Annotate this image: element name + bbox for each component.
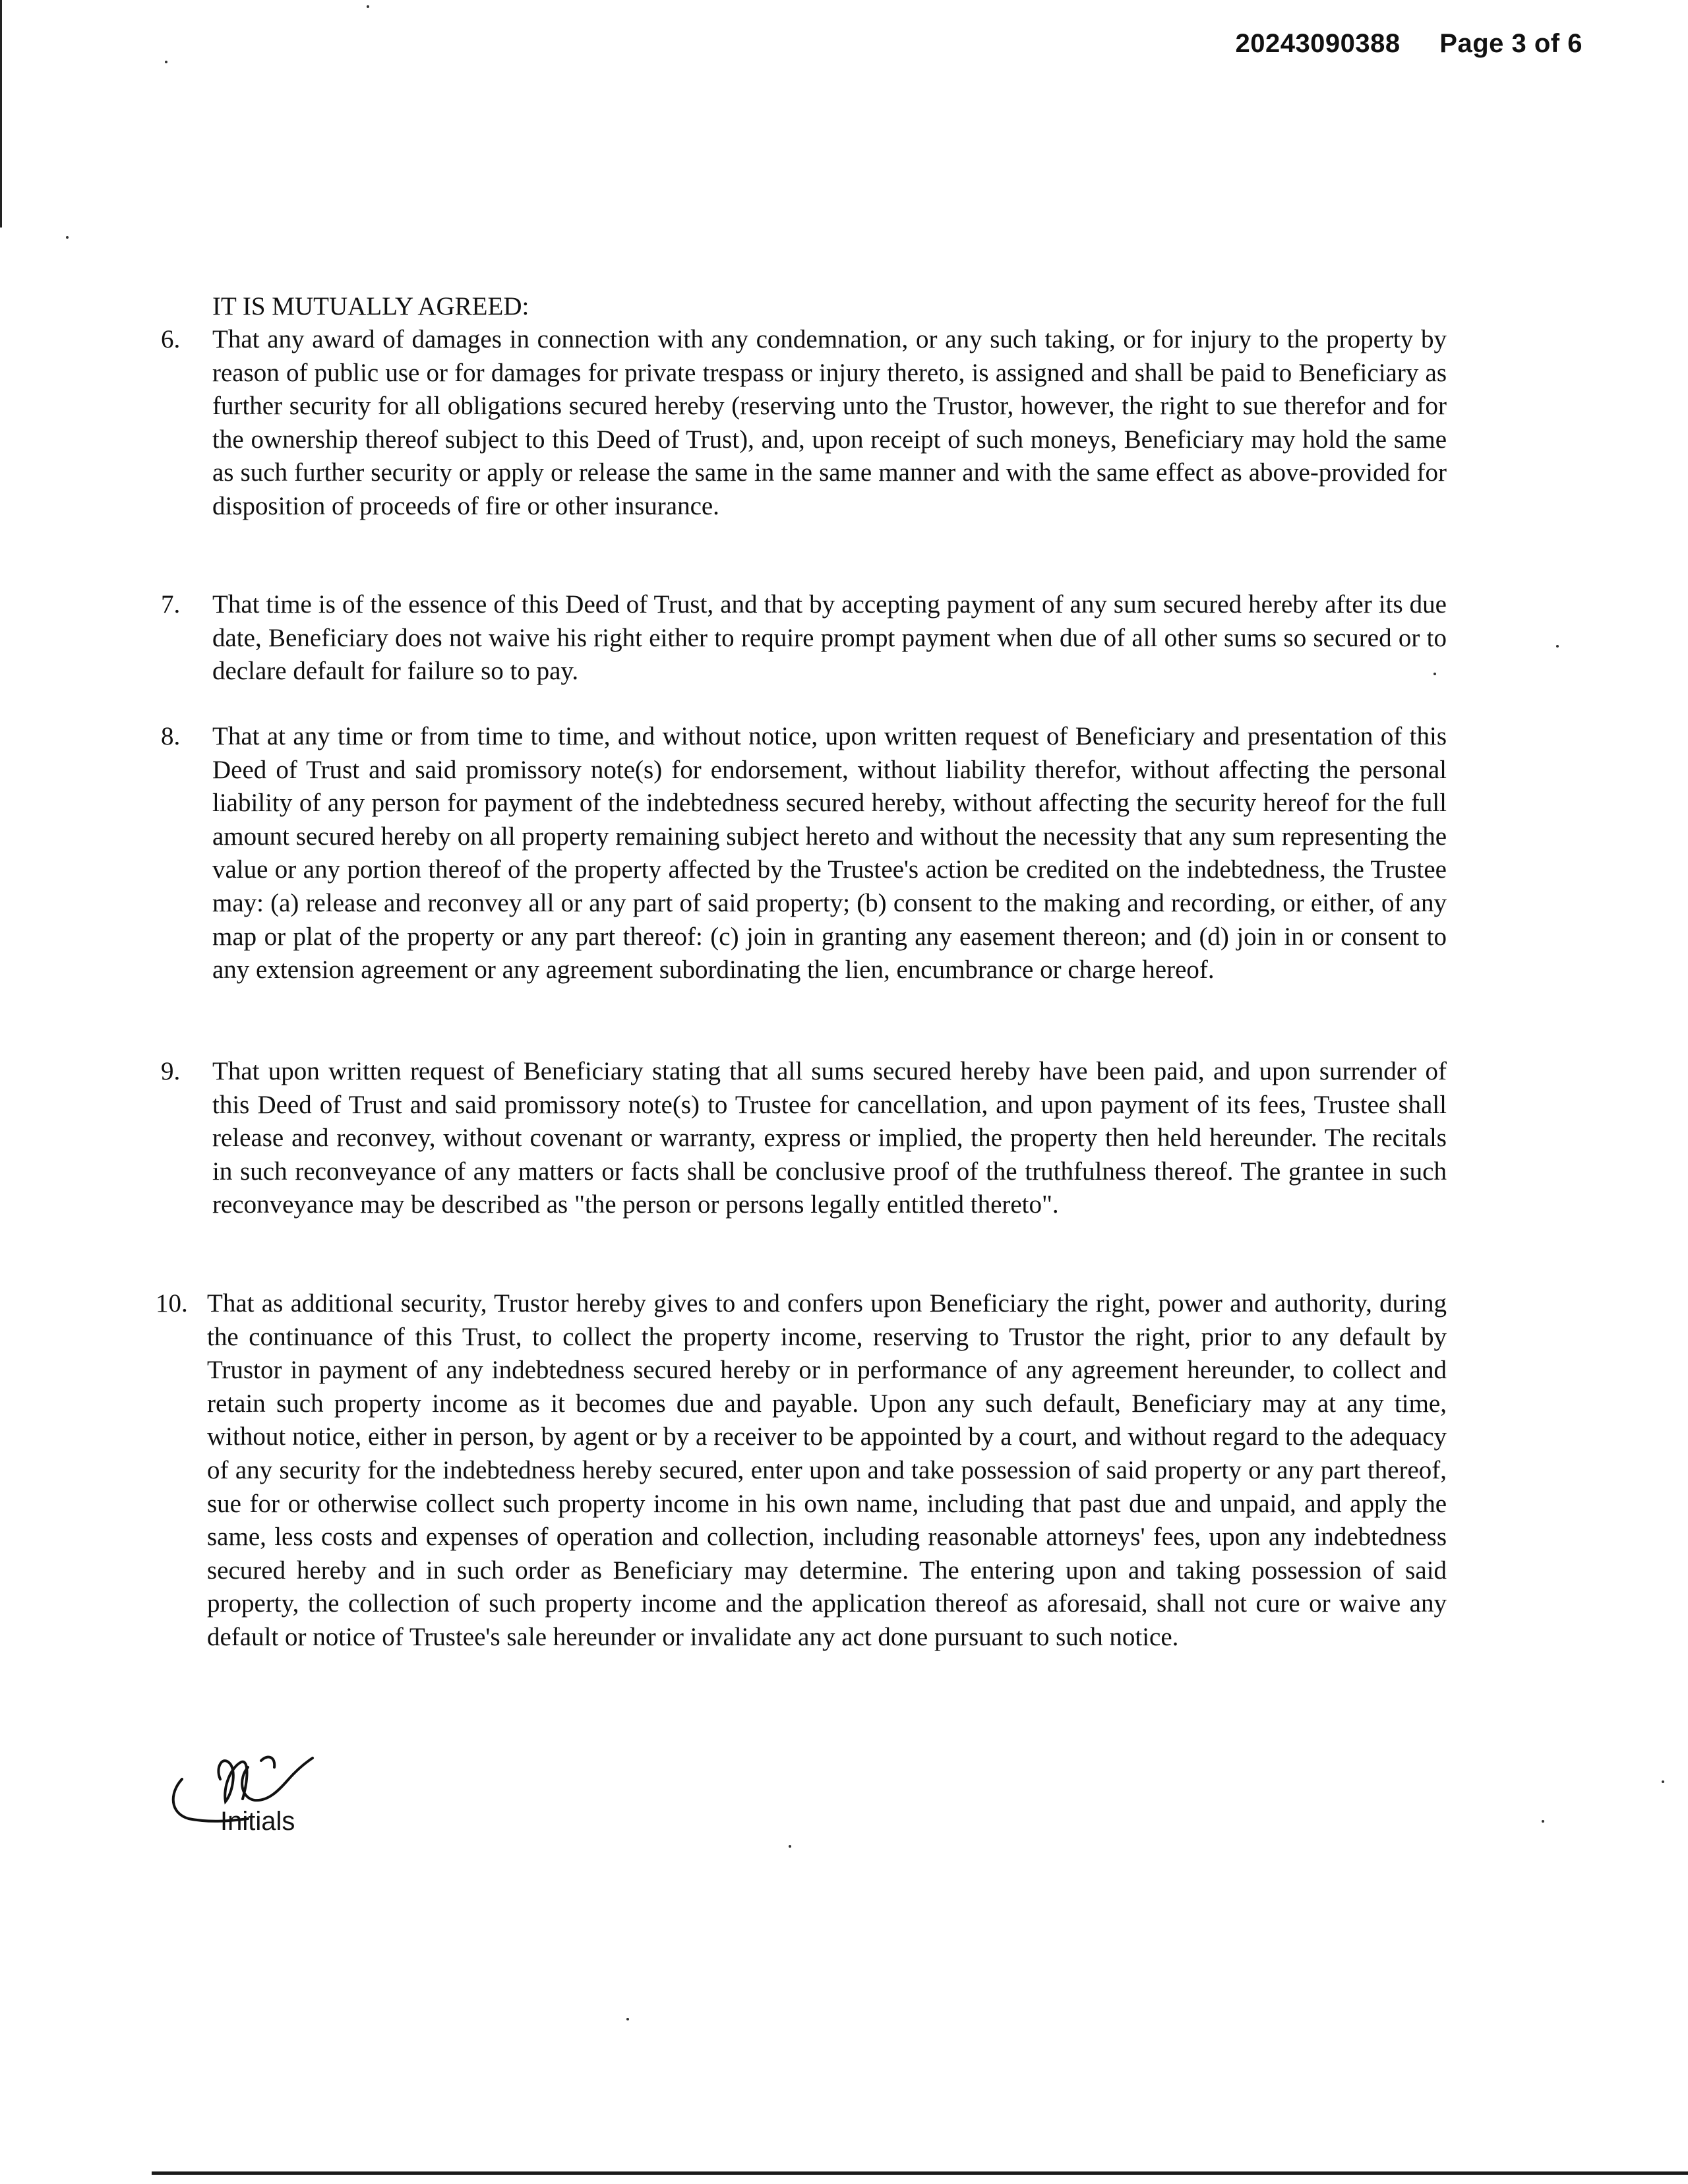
document-number: 20243090388: [1235, 29, 1401, 58]
initials-block: [162, 1741, 353, 1846]
initials-label: Initials: [220, 1807, 295, 1836]
scan-speck: [1542, 1820, 1544, 1823]
scan-speck: [626, 2018, 629, 2020]
clause-text: That at any time or from time to time, and without notice, upon written request of Beneficiary and presentation of this Deed of Trust and said promissory note(s) for endorsement, without liability therefor, without affecting the personal liability of any person for payment of the indebtedness secured hereby, without affecting the security hereof for the full amount secured hereby on all property remaining subject hereto and without the necessity that any sum representing the value or any portion thereof of the property affected by the Trustee's action be credited on the indebtedness, the Trustee may: (a) release and reconvey all or any part of said property; (b) consent to the making and recording, or either, of any map or plat of the property or any part thereof: (c) join in granting any easement thereon; and (d) join in or consent to any extension agreement or any agreement subordinating the lien, encumbrance or charge hereof.: [212, 722, 1447, 985]
clause-text: That any award of damages in connection with any condemnation, or any such taking, or for injury to the property by reason of public use or for damages for private trespass or injury thereto, is assigned and shall be paid to Beneficiary as further security for all obligations secured hereby (reserving unto the Trustor, however, the right to sue therefor and for the ownership thereof subject to this Deed of Trust), and, upon receipt of such moneys, Beneficiary may hold the same as such further security or apply or release the same in the same manner and with the same effect as above-provided for disposition of proceeds of fire or other insurance.: [212, 325, 1447, 520]
clause-text: That as additional security, Trustor hereby gives to and confers upon Beneficiary the right, power and authority, during the continuance of this Trust, to collect the property income, reserving to Trustor the right, prior to any default by Trustor in payment of any indebtedness secured hereby or in performance of any agreement hereunder, to collect and retain such property income as it becomes due and payable. Upon any such default, Beneficiary may at any time, without notice, either in person, by agent or by a receiver to be appointed by a court, and without regard to the adequacy of any security for the indebtedness hereby secured, enter upon and take possession of said property or any part thereof, sue for or otherwise collect such property income in his own name, including that past due and unpaid, and apply the same, less costs and expenses of operation and collection, including reasonable attorneys' fees, upon any indebtedness secured hereby and in such order as Beneficiary may determine. The entering upon and taking possession of said property, the collection of such property income and the application thereof as aforesaid, shall not cure or waive any default or notice of Trustee's sale hereunder or invalidate any act done pursuant to such notice.: [207, 1289, 1447, 1651]
clause-10: [156, 1287, 1447, 1654]
clause-text: That upon written request of Beneficiary stating that all sums secured hereby have been paid, and upon surrender of this Deed of Trust and said promissory note(s) to Trustee for cancellation, and upon payment of its fees, Trustee shall release and reconvey, without covenant or warranty, express or implied, the property then held hereunder. The recitals in such reconveyance of any matters or facts shall be conclusive proof of the truthfulness thereof. The grantee in such reconveyance may be described as "the person or persons legally entitled thereto".: [212, 1057, 1447, 1219]
clause-number: 7.: [161, 590, 181, 619]
scan-speck: [165, 61, 167, 63]
scan-speck: [367, 5, 369, 8]
scan-speck: [66, 236, 69, 239]
clause-9: [161, 1055, 1447, 1222]
clause-number: 6.: [161, 325, 181, 353]
section-heading: IT IS MUTUALLY AGREED:: [212, 292, 529, 320]
clause-7: [161, 588, 1447, 688]
scan-speck: [1662, 1780, 1664, 1783]
clause-text: That time is of the essence of this Deed of Trust, and that by accepting payment of any sum secured hereby after its due date, Beneficiary does not waive his right either to require prompt payment when due of all other sums so secured or to declare default for failure so to pay.: [212, 590, 1447, 686]
clause-6: [161, 323, 1447, 524]
scan-edge-line: [0, 0, 2, 228]
clause-8: [161, 720, 1447, 987]
page-header: [1235, 29, 1582, 59]
scan-speck: [1556, 645, 1559, 648]
scan-bottom-edge: [152, 2171, 1688, 2175]
page-number: Page 3 of 6: [1439, 29, 1582, 58]
clause-number: 9.: [161, 1057, 181, 1085]
scan-speck: [1433, 673, 1436, 675]
scan-speck: [789, 1845, 791, 1848]
clause-number: 10.: [156, 1289, 188, 1318]
clause-number: 8.: [161, 722, 181, 750]
